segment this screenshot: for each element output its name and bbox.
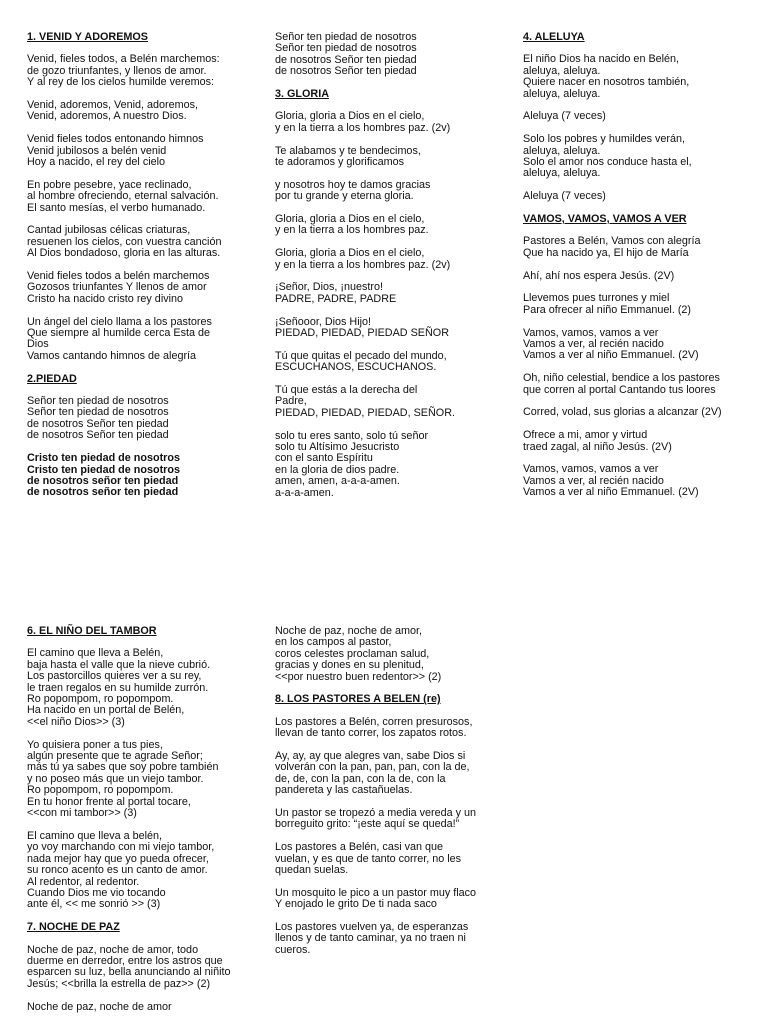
song-title: VAMOS, VAMOS, VAMOS A VER: [523, 213, 687, 226]
lyric-stanza: Corred, volad, sus glorias a alcanzar (2V): [523, 406, 722, 419]
song-title: 8. LOS PASTORES A BELEN (re): [275, 693, 441, 706]
song-section: [523, 32, 761, 203]
lyric-stanza: solo tu eres santo, solo tú señor solo tu Altísimo Jesucristo con el santo Espíritu en la gloria de dios padre. amen, amen, a-a-a-amen. a-a-a-amen.: [275, 429, 429, 499]
lyric-stanza: Aleluya (7 veces): [523, 110, 606, 123]
lyric-stanza: Ahí, ahí nos espera Jesús. (2V): [523, 269, 675, 282]
song-title: 2.PIEDAD: [27, 372, 77, 385]
lyric-stanza: Un pastor se tropezó a media vereda y un borreguito grito: “¡este aquí se queda!”: [275, 807, 477, 831]
lyric-stanza: Cristo ten piedad de nosotros Cristo ten piedad de nosotros de nosotros señor ten piedad de nosotros señor ten piedad: [27, 452, 180, 499]
lyric-stanza: Te alabamos y te bendecimos, te adoramos y glorificamos: [275, 144, 421, 169]
lyric-stanza: ¡Señooor, Dios Hijo! PIEDAD, PIEDAD, PIEDAD SEÑOR: [275, 315, 449, 340]
lyric-stanza: Los pastores a Belén, casi van que vuelan, y es que de tanto correr, no les quedan suelas.: [275, 841, 462, 877]
lyric-stanza: Noche de paz, noche de amor, en los campos al pastor, coros celestes proclaman salud, gracias y dones en su plenitud, <<por nuestro buen redentor>> (2): [275, 625, 442, 683]
song-title: 3. GLORIA: [275, 88, 329, 101]
song-section: [523, 214, 761, 499]
lyric-stanza: Venid fieles todos a belén marchemos Gozosos triunfantes Y llenos de amor Cristo ha nacido cristo rey divino: [27, 270, 210, 305]
song-title: 4. ALELUYA: [523, 31, 585, 43]
lyric-stanza: Señor ten piedad de nosotros Señor ten piedad de nosotros de nosotros Señor ten piedad de nosotros Señor ten piedad: [27, 395, 169, 442]
lyric-stanza: Tú que quitas el pecado del mundo, ESCUCHANOS, ESCUCHANOS.: [275, 349, 447, 374]
lyric-stanza: El niño Dios ha nacido en Belén, aleluya, aleluya. Quiere nacer en nosotros también, aleluya, aleluya.: [523, 53, 690, 100]
song-section: [27, 626, 265, 911]
lyric-stanza: Noche de paz, noche de amor: [27, 1000, 172, 1013]
lyric-stanza: El camino que lleva a belén, yo voy marchando con mi viejo tambor, nada mejor hay que yo pueda ofrecer, su ronco acento es un canto de amor. Al redentor, al redentor. Cuando Dios me vio tocando ante él, << me sonrió >> (3): [27, 829, 215, 911]
column-1: [27, 32, 265, 510]
lyric-stanza: Gloria, gloria a Dios en el cielo, y en la tierra a los hombres paz. (2v): [275, 247, 451, 271]
lyric-stanza: En pobre pesebre, yace reclinado, al hombre ofreciendo, eternal salvación. El santo mesías, el verbo humanado.: [27, 178, 219, 214]
lyric-stanza: Un mosquito le pico a un pastor muy flaco Y enojado le grito De ti nada saco: [275, 886, 477, 911]
lyric-stanza: Vamos, vamos, vamos a ver Vamos a ver, al recién nacido Vamos a ver al niño Emmanuel. (2V): [523, 326, 699, 362]
song-section: [275, 32, 513, 78]
song-section: [27, 32, 265, 362]
lyric-stanza: Solo los pobres y humildes verán, aleluya, aleluya. Solo el amor nos conduce hasta el, aleluya, aleluya.: [523, 133, 692, 180]
lyric-stanza: Gloria, gloria a Dios en el cielo, y en la tierra a los hombres paz.: [275, 213, 429, 237]
lyric-stanza: Venid fieles todos entonando himnos Venid jubilosos a belén venid Hoy a nacido, el rey del cielo: [27, 133, 204, 169]
lyric-stanza: y nosotros hoy te damos gracias por tu grande y eterna gloria.: [275, 178, 431, 203]
lyric-stanza: Pastores a Belén, Vamos con alegría Que ha nacido ya, El hijo de María: [523, 235, 701, 259]
lyric-stanza: El camino que lleva a Belén, baja hasta el valle que la nieve cubrió. Los pastorcillos quieres ver a su rey, le traen regalos en su humilde zurrón. Ro popompom, ro popompom. Ha nacido en un portal de Belén, <<el niño Dios>> (3): [27, 647, 211, 728]
song-section: [275, 626, 513, 683]
lyric-stanza: Los pastores a Belén, corren presurosos, llevan de tanto correr, los zapatos rotos.: [275, 715, 473, 740]
column-3: [523, 32, 761, 510]
song-section: [27, 922, 265, 1013]
lyric-stanza: Un ángel del cielo llama a los pastores Que siempre al humilde cerca Esta de Dios Vamos cantando himnos de alegría: [27, 315, 212, 362]
lyric-stanza: Vamos, vamos, vamos a ver Vamos a ver, al recién nacido Vamos a ver al niño Emmanuel. (2V): [523, 463, 699, 499]
lyric-stanza: Aleluya (7 veces): [523, 190, 606, 203]
song-title: 1. VENID Y ADOREMOS: [27, 31, 148, 43]
song-section: [275, 89, 513, 499]
lyric-stanza: Cantad jubilosas célicas criaturas, resuenen los cielos, con vuestra canción Al Dios bondadoso, gloria en las alturas.: [27, 224, 222, 260]
lyric-stanza: ¡Señor, Dios, ¡nuestro! PADRE, PADRE, PADRE: [275, 281, 397, 305]
column-1: [27, 626, 265, 1024]
lyric-stanza: Oh, niño celestial, bendice a los pastores que corren al portal Cantando tus loores: [523, 372, 720, 396]
song-title: 7. NOCHE DE PAZ: [27, 921, 120, 934]
song-title: 6. EL NIÑO DEL TAMBOR: [27, 625, 157, 637]
lyric-stanza: Yo quisiera poner a tus pies, algún presente que te agrade Señor; más tú ya sabes que soy pobre también y no poseo más que un viejo tambor. Ro popompom, ro popompom. En tu honor frente al portal tocare, <<con mi tambor>> (3): [27, 738, 219, 820]
song-section: [275, 694, 513, 956]
lyric-stanza: Señor ten piedad de nosotros Señor ten piedad de nosotros de nosotros Señor ten piedad de nosotros Señor ten piedad: [275, 31, 417, 78]
lyric-stanza: Los pastores vuelven ya, de esperanzas llenos y de tanto caminar, ya no traen ni cueros.: [275, 921, 469, 956]
lyric-stanza: Ofrece a mi, amor y virtud traed zagal, al niño Jesús. (2V): [523, 429, 672, 453]
song-section: [27, 374, 265, 499]
lyric-stanza: Gloria, gloria a Dios en el cielo, y en la tierra a los hombres paz. (2v): [275, 110, 451, 134]
lyric-stanza: Tú que estás a la derecha del Padre, PIEDAD, PIEDAD, PIEDAD, SEÑOR.: [275, 384, 455, 419]
lyric-stanza: Noche de paz, noche de amor, todo duerme en derredor, entre los astros que esparcen su luz, bella anunciando al niñito Jesús; <<brilla la estrella de paz>> (2): [27, 943, 231, 990]
lyric-stanza: Llevemos pues turrones y miel Para ofrecer al niño Emmanuel. (2): [523, 292, 692, 316]
lyric-stanza: Venid, adoremos, Venid, adoremos, Venid, adoremos, A nuestro Dios.: [27, 99, 199, 123]
lyric-stanza: Venid, fieles todos, a Belén marchemos: de gozo triunfantes, y llenos de amor. Y al rey de los cielos humilde veremos:: [27, 53, 220, 89]
lyric-stanza: Ay, ay, ay que alegres van, sabe Dios si volverán con la pan, pan, pan, con la de, de, de, con la pan, con la de, con la pandereta y las castañuelas.: [275, 750, 470, 797]
column-2: [275, 32, 513, 510]
column-2: [275, 626, 513, 968]
